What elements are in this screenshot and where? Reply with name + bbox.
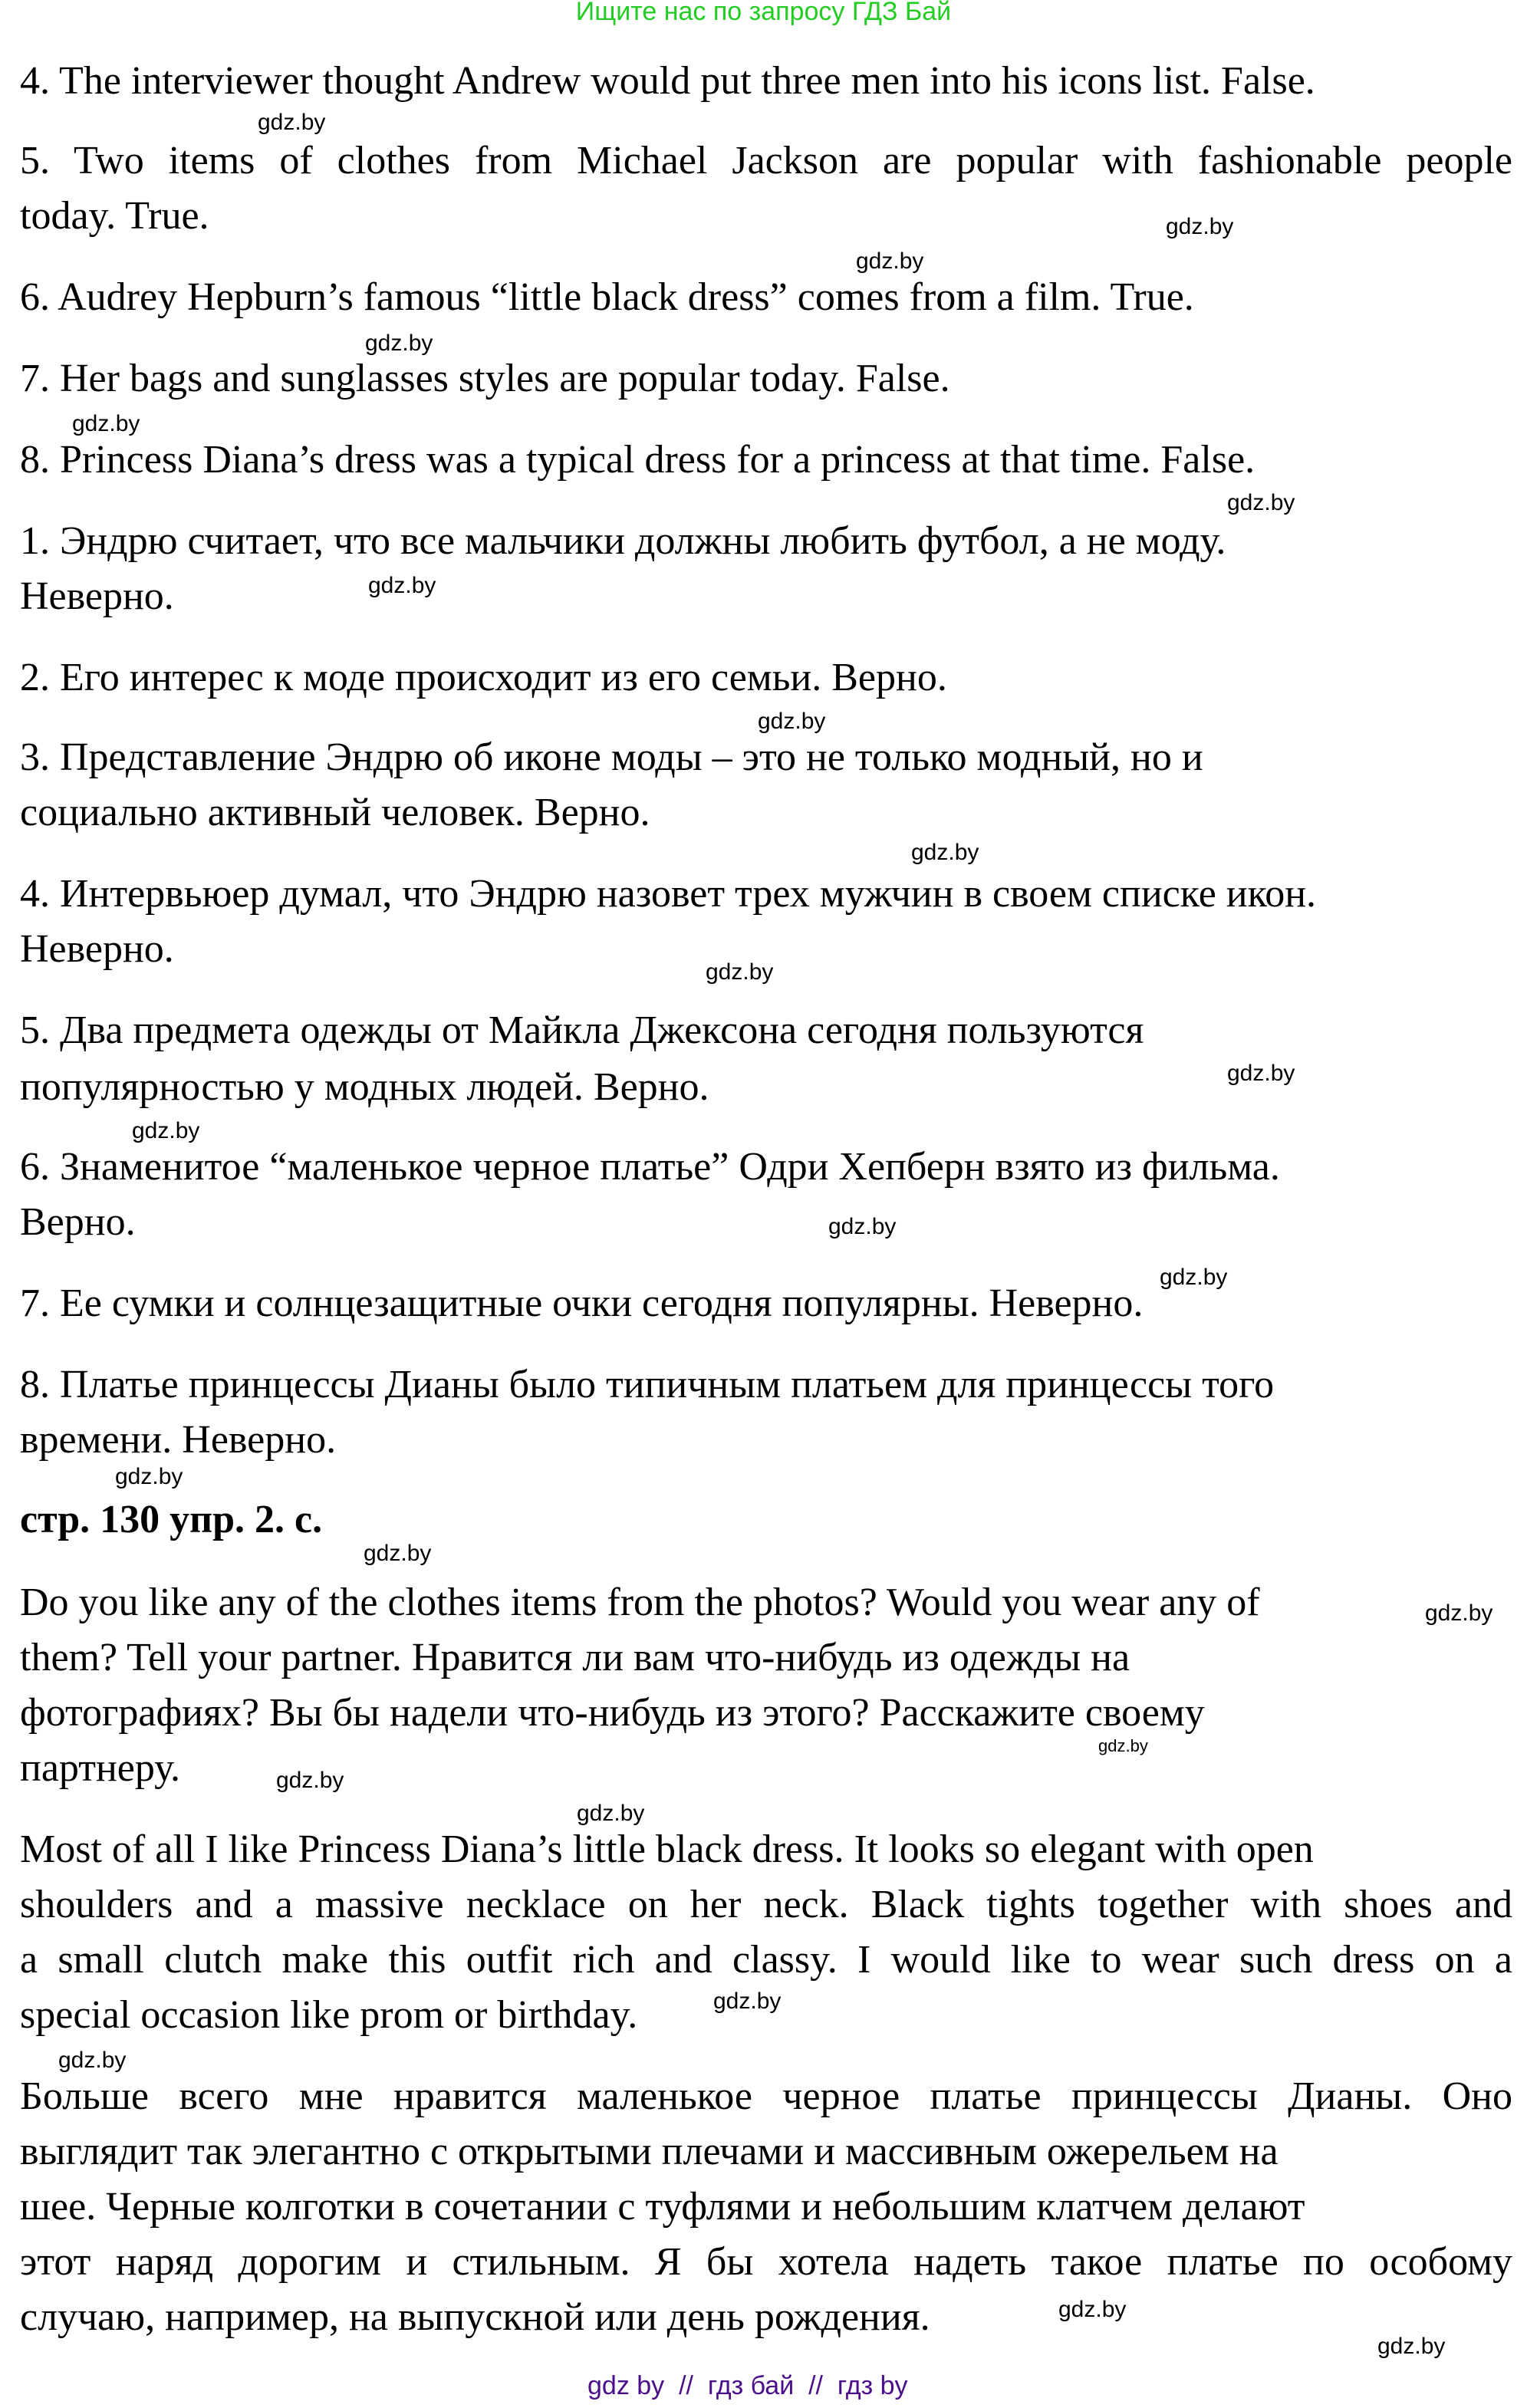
section-heading: стр. 130 упр. 2. с. bbox=[20, 1498, 323, 1541]
watermark: gdz.by bbox=[1227, 1061, 1295, 1086]
watermark: gdz.by bbox=[1058, 2297, 1127, 2322]
text-line: 8. Платье принцессы Дианы было типичным платьем для принцессы того bbox=[20, 1363, 1275, 1406]
text-line: 6. Знаменитое “маленькое черное платье” Одри Хепберн взято из фильма. bbox=[20, 1145, 1280, 1189]
text-line: special occasion like prom or birthday. bbox=[20, 1993, 638, 2037]
watermark: gdz.by bbox=[276, 1768, 344, 1793]
text-line: 8. Princess Diana’s dress was a typical dress for a princess at that time. False. bbox=[20, 438, 1255, 482]
watermark: gdz.by bbox=[758, 709, 826, 734]
watermark: gdz.by bbox=[1166, 214, 1234, 239]
watermark: gdz.by bbox=[1098, 1736, 1148, 1755]
watermark: gdz.by bbox=[72, 411, 140, 436]
watermark: gdz.by bbox=[577, 1801, 645, 1826]
watermark: gdz.by bbox=[1227, 490, 1295, 515]
watermark: gdz.by bbox=[828, 1214, 897, 1239]
text-line: 4. The interviewer thought Andrew would put three men into his icons list. False. bbox=[20, 59, 1315, 103]
text-line: времени. Неверно. bbox=[20, 1418, 337, 1462]
text-line: случаю, например, на выпускной или день рождения. bbox=[20, 2295, 930, 2339]
text-line: Верно. bbox=[20, 1200, 136, 1244]
text-line: 3. Представление Эндрю об иконе моды – это не только модный, но и bbox=[20, 735, 1203, 779]
watermark: gdz.by bbox=[856, 248, 924, 274]
watermark: gdz.by bbox=[368, 573, 436, 598]
text-line: 6. Audrey Hepburn’s famous “little black dress” comes from a film. True. bbox=[20, 275, 1194, 319]
watermark: gdz.by bbox=[1160, 1265, 1228, 1290]
text-line: 5. Два предмета одежды от Майкла Джексона сегодня пользуются bbox=[20, 1008, 1144, 1052]
watermark: gdz.by bbox=[706, 959, 774, 985]
watermark: gdz.by bbox=[115, 1464, 183, 1489]
watermark: gdz.by bbox=[911, 840, 979, 865]
site-banner: Ищите нас по запросу ГДЗ Бай bbox=[575, 0, 952, 26]
watermark: gdz.by bbox=[132, 1118, 200, 1143]
text-line: a small clutch make this outfit rich and classy. I would like to wear such dress on a bbox=[20, 1938, 1512, 1982]
text-line: 7. Ее сумки и солнцезащитные очки сегодня популярны. Неверно. bbox=[20, 1281, 1144, 1325]
text-line: them? Tell your partner. Нравится ли вам что-нибудь из одежды на bbox=[20, 1636, 1130, 1679]
text-line: 5. Two items of clothes from Michael Jackson are popular with fashionable people bbox=[20, 139, 1512, 183]
text-line: выглядит так элегантно с открытыми плечами и массивным ожерельем на bbox=[20, 2130, 1279, 2173]
text-line: партнеру. bbox=[20, 1746, 180, 1790]
text-line: популярностью у модных людей. Верно. bbox=[20, 1065, 709, 1109]
watermark: gdz.by bbox=[258, 110, 326, 135]
text-line: шее. Черные колготки в сочетании с туфлями и небольшим клатчем делают bbox=[20, 2185, 1305, 2229]
text-line: Больше всего мне нравится маленькое черное платье принцессы Дианы. Оно bbox=[20, 2074, 1512, 2118]
site-footer: gdz by // гдз бай // гдз by bbox=[587, 2371, 908, 2400]
watermark: gdz.by bbox=[713, 1989, 782, 2014]
text-line: Do you like any of the clothes items from the photos? Would you wear any of bbox=[20, 1581, 1260, 1624]
watermark: gdz.by bbox=[1377, 2334, 1446, 2359]
text-line: Most of all I like Princess Diana’s little black dress. It looks so elegant with open bbox=[20, 1827, 1314, 1871]
watermark: gdz.by bbox=[58, 2048, 127, 2073]
text-line: Неверно. bbox=[20, 927, 174, 971]
watermark: gdz.by bbox=[364, 1541, 432, 1566]
text-line: 2. Его интерес к моде происходит из его семьи. Верно. bbox=[20, 656, 947, 699]
text-line: социально активный человек. Верно. bbox=[20, 791, 650, 834]
text-line: today. True. bbox=[20, 194, 209, 238]
watermark: gdz.by bbox=[1425, 1600, 1493, 1626]
text-line: 4. Интервьюер думал, что Эндрю назовет трех мужчин в своем списке икон. bbox=[20, 872, 1317, 916]
text-line: этот наряд дорогим и стильным. Я бы хотела надеть такое платье по особому bbox=[20, 2240, 1512, 2284]
text-line: Неверно. bbox=[20, 574, 174, 618]
watermark: gdz.by bbox=[365, 331, 433, 356]
text-line: shoulders and a massive necklace on her neck. Black tights together with shoes and bbox=[20, 1883, 1512, 1926]
text-line: фотографиях? Вы бы надели что-нибудь из этого? Расскажите своему bbox=[20, 1691, 1205, 1735]
text-line: 7. Her bags and sunglasses styles are popular today. False. bbox=[20, 357, 950, 400]
text-line: 1. Эндрю считает, что все мальчики должны любить футбол, а не моду. bbox=[20, 519, 1226, 563]
